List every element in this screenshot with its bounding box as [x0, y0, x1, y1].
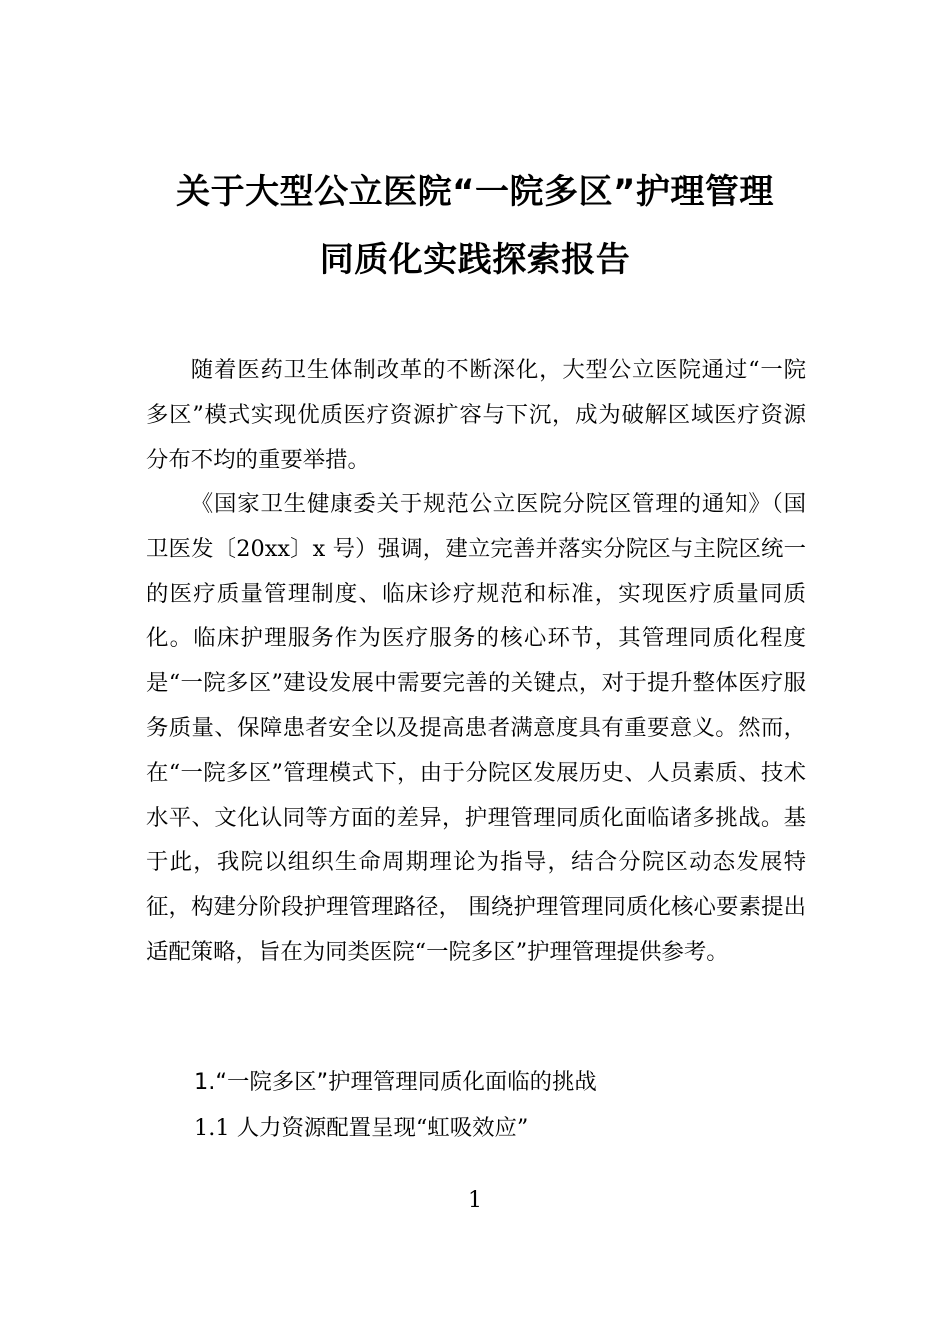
- page-number: 1: [468, 1188, 482, 1213]
- document-title-line-1: 关于大型公立医院“一院多区”护理管理: [176, 172, 774, 212]
- intro-paragraph: 随着医药卫生体制改革的不断深化，大型公立医院通过“一院多区”模式实现优质医疗资源扩容与下沉，成为破解区域医疗资源分布不均的重要举措。: [146, 357, 806, 473]
- subsection-heading: 1.1 人力资源配置呈现“虹吸效应”: [194, 1115, 529, 1141]
- section-heading: 1.“一院多区”护理管理同质化面临的挑战: [194, 1069, 597, 1095]
- policy-paragraph: 《国家卫生健康委关于规范公立医院分院区管理的通知》（国卫医发〔20xx〕x 号）强调，建立完善并落实分院区与主院区统一的医疗质量管理制度、临床诊疗规范和标准，实现医疗质量同质化。临床护理服务作为医疗服务的核心环节，其管理同质化程度是“一院多区”建设发展中需要完善的关键点，对于提升整体医疗服务质量、保障患者安全以及提高患者满意度具有重要意义。然而， 在“一院多区”管理模式下，由于分院区发展历史、人员素质、技术水平、文化认同等方面的差异，护理管理同质化面临诸多挑战。基于此，我院以组织生命周期理论为指导，结合分院区动态发展特征，构建分阶段护理管理路径， 围绕护理管理同质化核心要素提出适配策略，旨在为同类医院“一院多区”护理管理提供参考。: [146, 491, 806, 965]
- document-title-line-2: 同质化实践探索报告: [319, 240, 631, 280]
